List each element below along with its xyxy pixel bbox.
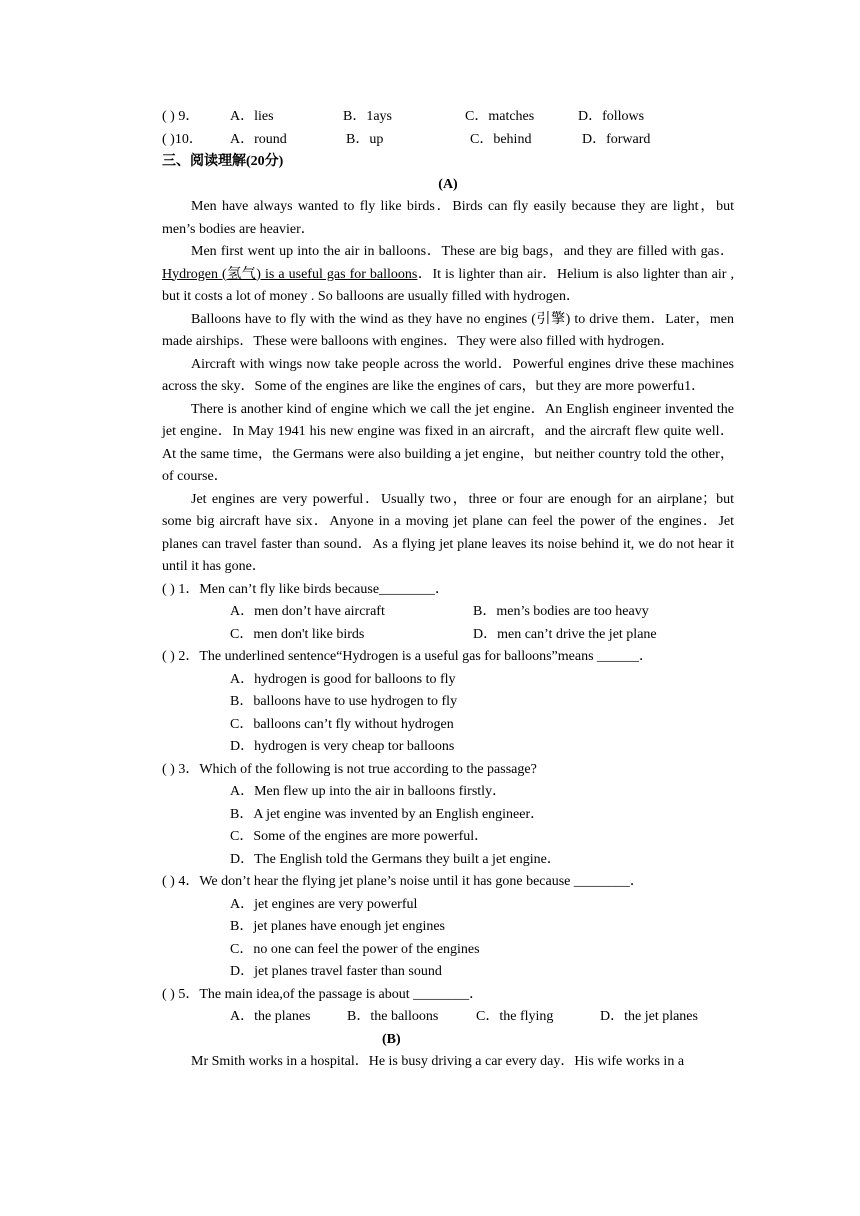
underlined-sentence: Hydrogen (氢气) is a useful gas for balloons [162, 266, 418, 282]
question-1-stem: ( ) 1．Men can’t fly like birds because________． [162, 581, 450, 597]
item-number: ( ) 9． [162, 109, 200, 124]
cloze-item-9 [162, 106, 734, 129]
option-c: C．no one can feel the power of the engines [230, 941, 480, 957]
passage-a-paragraph-5: There is another kind of engine which we call the jet engine．An English engineer invented the jet engine．In May 1941 his new engine was fixed in an aircraft，and the aircraft flew quite well．At the same time，the Germans were also building a jet engine，but neither country told the other，of course． [162, 401, 734, 484]
section-heading: 三、阅读理解(20分) [162, 154, 284, 169]
option-d: D．hydrogen is very cheap tor balloons [230, 739, 455, 754]
passage-a-paragraph-1: Men have always wanted to fly like birds．Birds can fly easily because they are light，but men’s bodies are heavier． [162, 199, 734, 237]
question-5-stem: ( ) 5．The main idea,of the passage is about ________． [162, 986, 484, 1002]
option-c: C．matches [465, 109, 535, 124]
option-c: C．balloons can’t fly without hydrogen [230, 716, 454, 732]
option-b: B．1ays [343, 109, 392, 124]
question-1-options-row-1 [162, 601, 734, 624]
option-b: B．A jet engine was invented by an English engineer． [230, 806, 545, 822]
option-a: A．lies [230, 109, 274, 124]
question-3-stem: ( ) 3．Which of the following is not true according to the passage? [162, 761, 537, 777]
cloze-item-10 [162, 129, 734, 152]
option-b: B．up [346, 131, 384, 147]
question-1-options-row-2 [162, 624, 734, 647]
passage-b-title: (B) [382, 1031, 401, 1047]
option-c: C．the flying [476, 1009, 554, 1024]
option-b: B．jet planes have enough jet engines [230, 919, 445, 934]
passage-a-paragraph-6: Jet engines are very powerful．Usually two，three or four are enough for an airplane；but some big aircraft have six．Anyone in a moving jet plane can feel the power of the engines．Jet planes can travel faster than sound．As a flying jet plane leaves its noise behind it, we do not hear it until it has gone． [162, 491, 734, 574]
option-a: A．men don’t have aircraft [230, 604, 385, 619]
option-b: B．men’s bodies are too heavy [473, 604, 649, 619]
passage-b-paragraph-1: Mr Smith works in a hospital．He is busy driving a car every day．His wife works in a [191, 1054, 685, 1069]
question-2-stem: ( ) 2．The underlined sentence“Hydrogen is a useful gas for balloons”means ______． [162, 649, 654, 664]
option-d: D．forward [582, 131, 651, 147]
question-4-stem: ( ) 4．We don’t hear the flying jet plane’s noise until it has gone because ________． [162, 874, 644, 889]
text-before: Men first went up into the air in balloons．These are big bags，and they are filled with gas． [191, 244, 734, 259]
option-a: A．Men flew up into the air in balloons firstly． [230, 784, 507, 799]
question-5-options [162, 1006, 734, 1029]
option-d: D．The English told the Germans they built a jet engine． [230, 851, 561, 867]
option-b: B．balloons have to use hydrogen to fly [230, 694, 458, 709]
passage-a-paragraph-2 [162, 241, 734, 309]
option-d: D．the jet planes [600, 1009, 698, 1024]
option-d: D．follows [578, 109, 645, 124]
option-a: A．hydrogen is good for balloons to fly [230, 671, 456, 687]
option-b: B．the balloons [347, 1009, 439, 1024]
text-after: ．It is lighter than air．Helium is also lighter than air , but it costs a lot of money . So balloons are usually filled with hydrogen． [162, 266, 734, 304]
option-a: A．the planes [230, 1009, 311, 1024]
option-c: C．Some of the engines are more powerful． [230, 829, 489, 844]
option-d: D．jet planes travel faster than sound [230, 964, 442, 979]
passage-a-paragraph-4: Aircraft with wings now take people across the world．Powerful engines drive these machines across the sky．Some of the engines are like the engines of cars，but they are more powerfu1． [162, 356, 734, 394]
option-c: C．behind [470, 131, 532, 147]
option-a: A．jet engines are very powerful [230, 896, 418, 912]
passage-a-title: (A) [438, 176, 458, 192]
option-d: D．men can’t drive the jet plane [473, 626, 657, 642]
item-number: ( )10． [162, 131, 203, 147]
passage-a-paragraph-3: Balloons have to fly with the wind as they have no engines (引擎) to drive them．Later，men made airships．These were balloons with engines．They were also filled with hydrogen． [162, 311, 734, 349]
exam-page [162, 106, 734, 1074]
option-a: A．round [230, 131, 287, 147]
option-c: C．men don't like birds [230, 626, 365, 642]
